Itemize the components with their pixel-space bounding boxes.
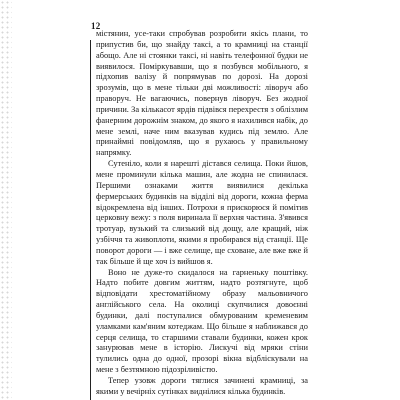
body-text	[96, 29, 308, 398]
paragraph-1: містянин, усе-таки спробував розробити якісь плани, то припустив би, що знайду таксі, а то крамниці на станції абощо. Але ні стоянки таксі, ні навіть телефонної будки не виявилося. Поміркувавши, що я позбувся мобільного, я підхопив валізу й попрямував по дорозі. На дорозі зрозумів, що в мене тільки дві можливості: ліворуч або праворуч. Не вагаючись, повернув ліворуч. Без жодної причини. За кількасот ярдів підвівся перехрестя з облізлим фанерним дорожнім знаком, до якого я нахилився набік, до мене землі, наче ним вказував кудись під землю. Але принаймні повідомляв, що я рухаюсь у правильному напрямку.	[96, 29, 308, 158]
dotted-margin-stripe	[0, 0, 12, 400]
paragraph-2: Сутеніло, коли я нарешті дістався селища. Поки йшов, мене проминули кілька машин, але жодна не спинилася. Першими ознаками життя виявилися декілька фермерських будинків на відділі від дороги, кожна ферма відокремлена від інших. Потрохи я прискорюся й помітив церковну вежу: з поля виринала її верхня частина. З'явився тротуар, вузький та слизький від дощу, але кращий, ніж узбіччя та живоплоти, якими я пробирався від станції. Ще поворот дороги — і вже селище, ще сховане, але вже вже й так більше й ще хоч із вийшов я.	[96, 159, 308, 266]
paragraph-3: Воно не дуже-то скидалося на гарненьку поштівку. Надто побите довгим життям, надто розтягнуте, щоб відповідати хрестоматійному образу мальовничого англійського села. На околиці скупчилися довоєнні будинки, далі поступалися обмурованим кременевим уламками кам'яним котеджам. Що більше я наближався до серця селища, то старшими ставали будинки, кожен крок занурював мене в історію. Лискучі від мряки стіни тулились одна до одної, прозорі вікна відбліскували на мене з безтямною підозріливістю.	[96, 267, 308, 375]
margin-rule	[90, 40, 91, 400]
paragraph-4: Тепер узовж дороги тяглися зачинені крамниці, за якими у вечірніх сутінках виднілися кілька будинків.	[96, 376, 308, 396]
page-number: 12	[91, 21, 101, 31]
